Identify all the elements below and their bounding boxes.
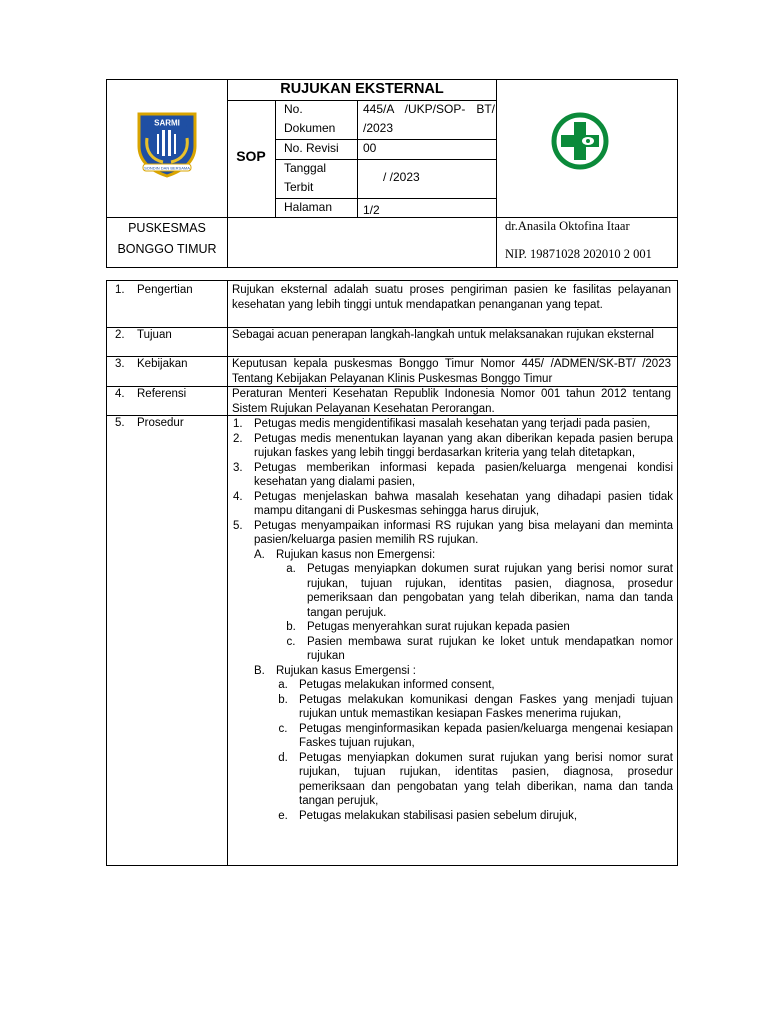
procedure-list: [232, 417, 673, 823]
puskesmas-line2: BONGGO TIMUR: [117, 242, 217, 256]
no-dokumen-value: 445/A /UKP/SOP- BT/ /2023: [363, 102, 495, 135]
sop-label: SOP: [236, 148, 266, 164]
no-dokumen-label: No. Dokumen: [284, 102, 336, 135]
group-b-item: a. Petugas melakukan informed consent,: [278, 679, 495, 691]
procedure-step: 2. Petugas medis menentukan layanan yang akan diberikan kepada pasien berupa rujukan faskes yang lebih tinggi berdasarkan kriteria yang telah ditetapkan,: [233, 432, 673, 459]
puskesmas-line1: PUSKESMAS: [128, 221, 206, 235]
group-a-item: b. Petugas menyerahkan surat rujukan kepada pasien: [286, 621, 570, 633]
header-divider: [227, 80, 228, 267]
group-b-item: c. Petugas menginformasikan kepada pasien/keluarga mengenai kesiapan Faskes tujuan rujukan,: [278, 722, 673, 749]
sarmi-logo-icon: [133, 108, 201, 178]
halaman-value: 1/2: [363, 203, 380, 217]
signer-name: dr.Anasila Oktofina Itaar: [505, 219, 630, 233]
no-revisi-value: 00: [363, 141, 377, 155]
group-b-title: B. Rujukan kasus Emergensi :: [254, 664, 416, 677]
procedure-step: 1. Petugas medis mengidentifikasi masalah kesehatan yang terjadi pada pasien,: [233, 418, 651, 430]
header-divider: [496, 80, 497, 267]
procedure-step: 4. Petugas menjelaskan bahwa masalah kesehatan yang dihadapi pasien tidak mampu ditangani di Puskesmas sehingga harus dirujuk,: [233, 490, 673, 517]
group-b-item: e. Petugas melakukan stabilisasi pasien sebelum dirujuk,: [278, 809, 578, 822]
referensi-text: Peraturan Menteri Kesehatan Republik Indonesia Nomor 001 tahun 2012 tentang Sistem Rujukan Pelayanan Kesehatan Perorangan.: [232, 388, 671, 415]
signer-nip: NIP. 19871028 202010 2 001: [505, 247, 652, 261]
pengertian-text: Rujukan eksternal adalah suatu proses pengiriman pasien ke fasilitas pelayanan kesehatan yang lebih tinggi untuk mendapatkan penanganan yang tepat.: [232, 284, 671, 311]
logo-sarmi-text: SARMI: [154, 118, 180, 128]
no-revisi-label: No. Revisi: [284, 141, 339, 155]
tanggal-terbit-value: / /2023: [383, 170, 420, 184]
kemenkes-logo-icon: [551, 110, 609, 172]
procedure-step: 5. Petugas menyampaikan informasi RS rujukan yang bisa melayani dan meminta pasien/keluarga pasien memilih RS rujukan.: [233, 519, 673, 546]
group-a-title: A. Rujukan kasus non Emergensi:: [254, 548, 436, 561]
puskesmas-name: [107, 218, 227, 260]
halaman-label: Halaman: [284, 200, 333, 214]
column-divider: [227, 281, 228, 865]
group-b-item: b. Petugas melakukan komunikasi dengan Faskes yang menjadi tujuan rujukan untuk memastikan kesiapan Faskes menerima rujukan,: [278, 693, 673, 720]
group-a-item: c. Pasien membawa surat rujukan ke loket untuk mendapatkan nomor rujukan: [286, 635, 673, 662]
group-a-item: a. Petugas menyiapkan dokumen surat rujukan yang berisi nomor surat rujukan, tujuan rujukan, identitas pasien, diagnosa, prosedur pemeriksaan dan pengobatan yang telah diberikan, nama dan tanda tangan perujuk.: [286, 563, 673, 619]
group-b-item: d. Petugas menyiapkan dokumen surat rujukan yang berisi nomor surat rujukan, tujuan rujukan, identitas pasien, diagnosa, prosedur pemeriksaan dan pengobatan yang telah diberikan, nama dan tanda tangan perujuk,: [278, 751, 673, 807]
tujuan-text: Sebagai acuan penerapan langkah-langkah untuk melaksanakan rujukan eksternal: [232, 329, 654, 341]
document-header: [106, 79, 678, 268]
document-title: RUJUKAN EKSTERNAL: [280, 81, 444, 97]
kebijakan-text: Keputusan kepala puskesmas Bonggo Timur Nomor 445/ /ADMEN/SK-BT/ /2023 Tentang Kebijakan Pelayanan Klinis Puskesmas Bonggo Timur: [232, 358, 671, 385]
tanggal-terbit-label: Tanggal Terbit: [284, 161, 327, 194]
logo-motto-text: SONDIN DAN BERSAMA: [144, 165, 190, 171]
sop-content-table: 1. Pengertian 2. Tujuan 3. Kebijakan 4. Referensi 5. Prosedur Rujukan eksternal adalah suatu proses pengiriman pasien ke fasilitas pelayanan kesehatan yang lebih tinggi untuk mendapatkan penanganan yang tepat. Sebagai acuan penerapan langkah-langkah untuk melaksanakan rujukan eksternal Keputusan kepala puskesmas Bonggo Timur Nomor 445/ /ADMEN/SK-BT/ /2023 Tentang Kebijakan Pelayanan Klinis Puskesmas Bonggo Timur Peraturan Menteri Kesehatan Republik Indonesia Nomor 001 tahun 2012 tentang Sistem Rujukan Pelayanan Kesehatan Perorangan. 1. Petugas medis mengidentifikasi masalah kesehatan yang terjadi pada pasien, 2. Petugas medis menentukan layanan yang akan diberikan kepada pasien berupa rujukan faskes yang lebih tinggi berdasarkan kriteria yang telah ditetapkan, 3. Petugas memberikan informasi kepada pasien/keluarga mengenai kondisi kesehatan yang dialami pasien, 4. Petugas menjelaskan bahwa masalah kesehatan yang dihadapi pasien tidak mampu ditangani di Puskesmas sehingga harus dirujuk, 5. Petugas menyampaikan informasi RS rujukan yang bisa melayani dan meminta pasien/keluarga pasien memilih RS rujukan. A. Rujukan kasus non Emergensi: a. Petugas menyiapkan dokumen surat rujukan yang berisi nomor surat rujukan, tujuan rujukan, identitas pasien, diagnosa, prosedur pemeriksaan dan pengobatan yang telah diberikan, nama dan tanda tangan perujuk. b. Petugas menyerahkan surat rujukan kepada pasien c. Pasien membawa surat rujukan ke loket untuk mendapatkan nomor rujukan B. Rujukan kasus Emergensi : a. Petugas melakukan informed consent, b. Petugas melakukan komunikasi dengan Faskes yang menjadi tujuan rujukan untuk memastikan kesiapan Faskes menerima rujukan, c. Petugas menginformasikan kepada pasien/keluarga mengenai kesiapan Faskes tujuan rujukan, d. Petugas menyiapkan dokumen surat rujukan yang berisi nomor surat rujukan, tujuan rujukan, identitas pasien, diagnosa, prosedur pemeriksaan dan pengobatan yang telah diberikan, nama dan tanda tangan perujuk, e. Petugas melakukan stabilisasi pasien sebelum dirujuk,: [106, 280, 678, 866]
procedure-step: 3. Petugas memberikan informasi kepada pasien/keluarga mengenai kondisi kesehatan yang dialami pasien,: [233, 461, 673, 488]
